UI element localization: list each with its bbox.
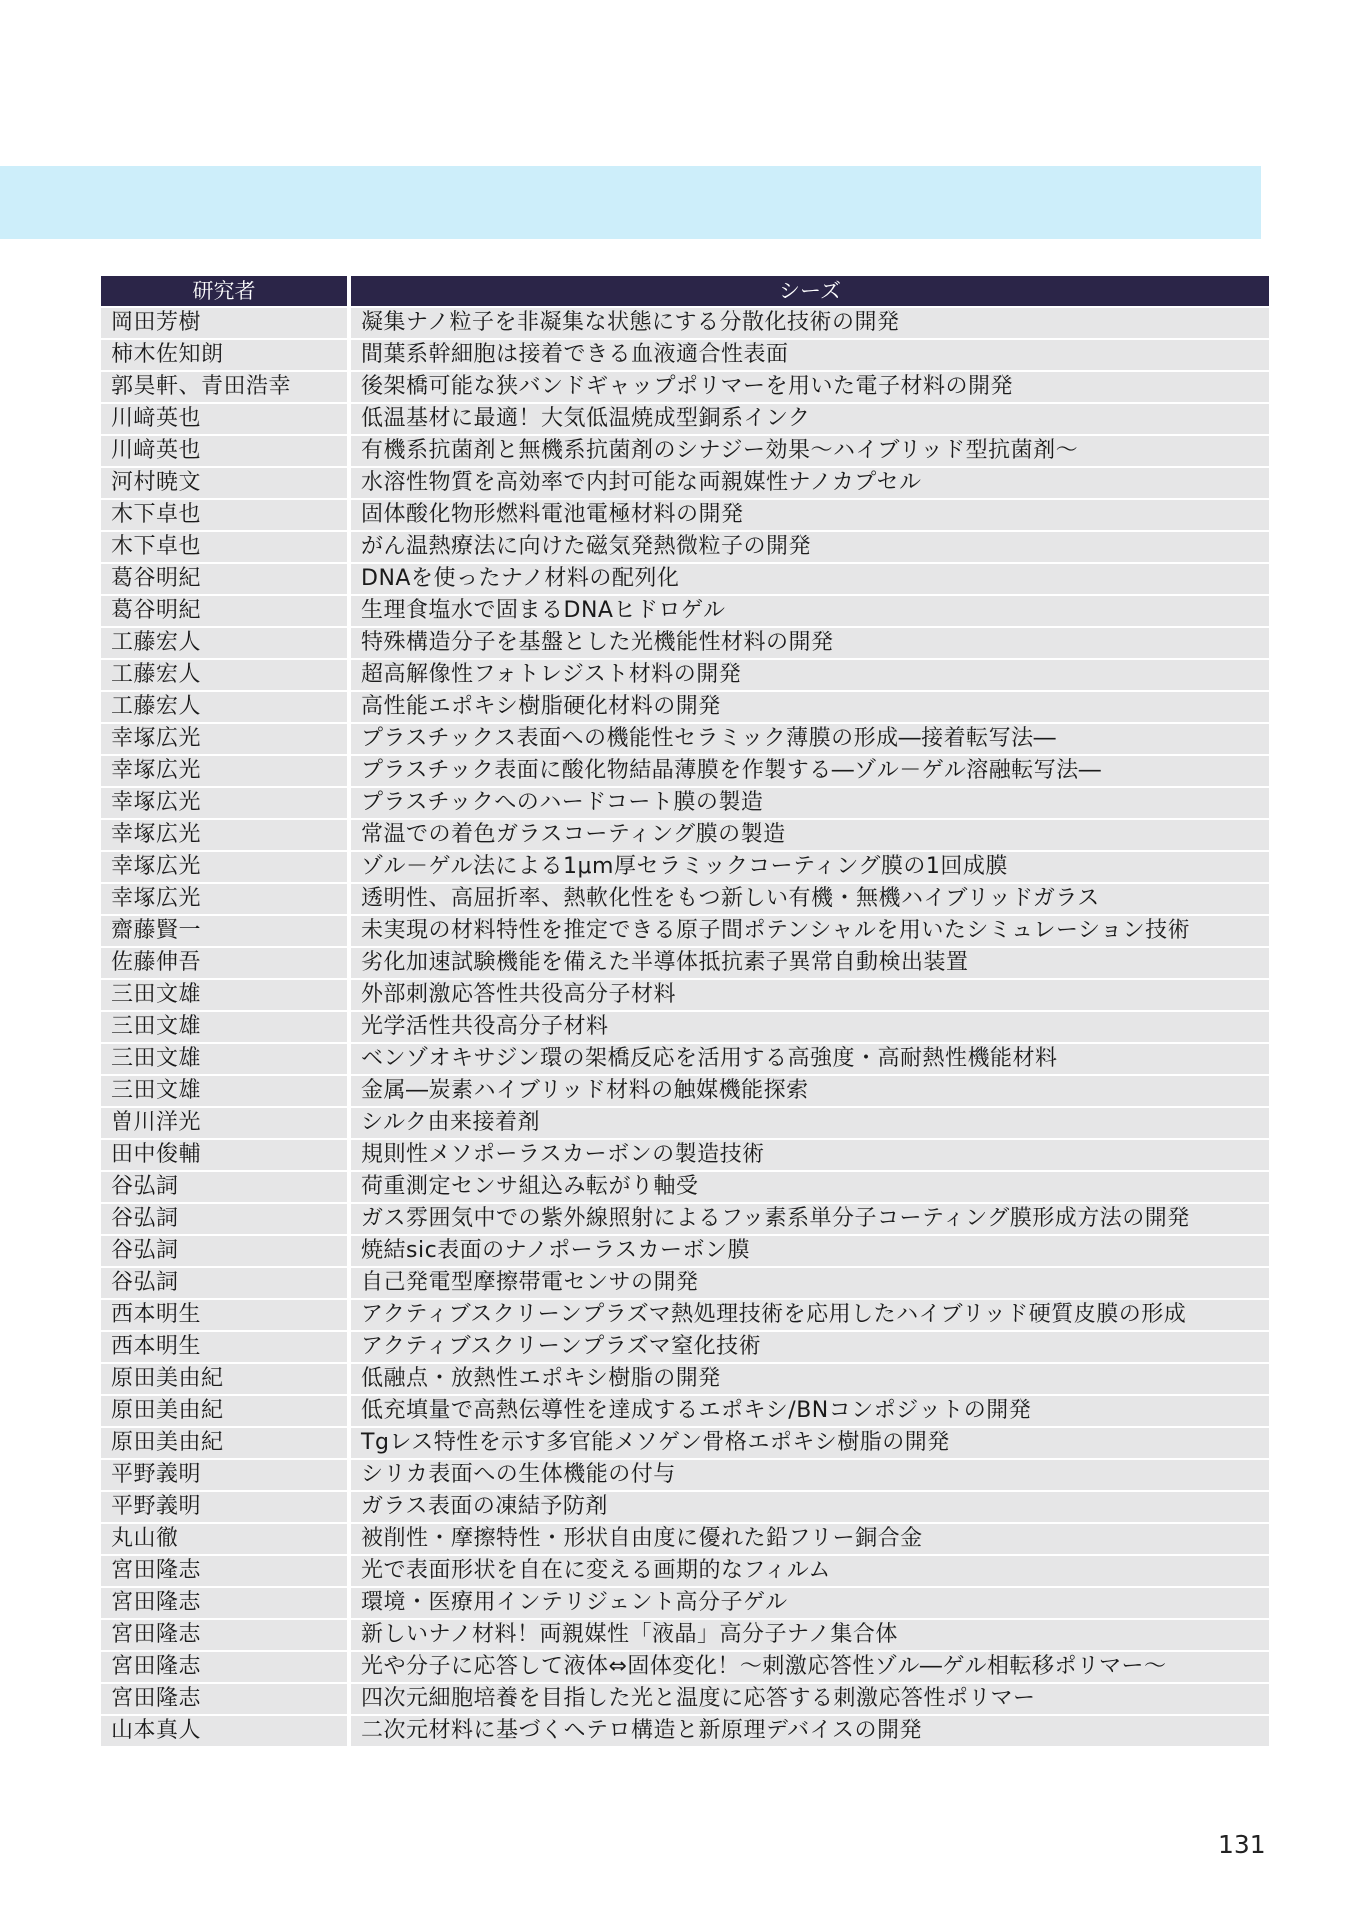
seeds-cell: ガス雰囲気中での紫外線照射によるフッ素系単分子コーティング膜形成方法の開発: [351, 1204, 1269, 1234]
table-row: [101, 532, 1269, 562]
seeds-cell: 水溶性物質を高効率で内封可能な両親媒性ナノカプセル: [351, 468, 1269, 498]
table-body: [101, 308, 1269, 1746]
seeds-cell: 高性能エポキシ樹脂硬化材料の開発: [351, 692, 1269, 722]
table-row: [101, 884, 1269, 914]
table-row: [101, 852, 1269, 882]
table-row: [101, 436, 1269, 466]
table-row: [101, 1684, 1269, 1714]
table-row: [101, 308, 1269, 338]
table-row: [101, 564, 1269, 594]
table-row: [101, 820, 1269, 850]
seeds-cell: 常温での着色ガラスコーティング膜の製造: [351, 820, 1269, 850]
table-row: [101, 1332, 1269, 1362]
table-row: [101, 340, 1269, 370]
table-row: [101, 1556, 1269, 1586]
researcher-cell: 宮田隆志: [101, 1684, 347, 1714]
header-banner: [0, 166, 1261, 239]
researcher-cell: 河村暁文: [101, 468, 347, 498]
seeds-cell: プラスチックへのハードコート膜の製造: [351, 788, 1269, 818]
researcher-cell: 宮田隆志: [101, 1588, 347, 1618]
seeds-cell: Tgレス特性を示す多官能メソゲン骨格エポキシ樹脂の開発: [351, 1428, 1269, 1458]
researcher-cell: 三田文雄: [101, 1076, 347, 1106]
table-row: [101, 1012, 1269, 1042]
researcher-cell: 宮田隆志: [101, 1652, 347, 1682]
researcher-cell: 平野義明: [101, 1492, 347, 1522]
table-row: [101, 1108, 1269, 1138]
researcher-cell: 丸山徹: [101, 1524, 347, 1554]
seeds-cell: 新しいナノ材料！両親媒性「液晶」高分子ナノ集合体: [351, 1620, 1269, 1650]
researcher-cell: 葛谷明紀: [101, 564, 347, 594]
table-row: [101, 1236, 1269, 1266]
seeds-cell: 劣化加速試験機能を備えた半導体抵抗素子異常自動検出装置: [351, 948, 1269, 978]
table-row: [101, 724, 1269, 754]
researcher-cell: 葛谷明紀: [101, 596, 347, 626]
seeds-cell: ゾル－ゲル法による1μm厚セラミックコーティング膜の1回成膜: [351, 852, 1269, 882]
researcher-cell: 谷弘詞: [101, 1204, 347, 1234]
page-number: 131: [1218, 1830, 1266, 1859]
seeds-cell: 環境・医療用インテリジェント高分子ゲル: [351, 1588, 1269, 1618]
researcher-cell: 平野義明: [101, 1460, 347, 1490]
seeds-cell: 荷重測定センサ組込み転がり軸受: [351, 1172, 1269, 1202]
researcher-cell: 郭昊軒、青田浩幸: [101, 372, 347, 402]
table-row: [101, 596, 1269, 626]
seeds-cell: 低融点・放熱性エポキシ樹脂の開発: [351, 1364, 1269, 1394]
table-row: [101, 468, 1269, 498]
seeds-cell: 透明性、高屈折率、熱軟化性をもつ新しい有機・無機ハイブリッドガラス: [351, 884, 1269, 914]
seeds-cell: 光で表面形状を自在に変える画期的なフィルム: [351, 1556, 1269, 1586]
seeds-cell: 凝集ナノ粒子を非凝集な状態にする分散化技術の開発: [351, 308, 1269, 338]
researcher-cell: 川﨑英也: [101, 404, 347, 434]
seeds-cell: 光学活性共役高分子材料: [351, 1012, 1269, 1042]
header-seeds: シーズ: [351, 276, 1269, 306]
table-row: [101, 692, 1269, 722]
researcher-cell: 川﨑英也: [101, 436, 347, 466]
seeds-cell: 固体酸化物形燃料電池電極材料の開発: [351, 500, 1269, 530]
seeds-cell: 有機系抗菌剤と無機系抗菌剤のシナジー効果〜ハイブリッド型抗菌剤〜: [351, 436, 1269, 466]
table-row: [101, 1268, 1269, 1298]
researcher-cell: 工藤宏人: [101, 692, 347, 722]
seeds-cell: 後架橋可能な狭バンドギャップポリマーを用いた電子材料の開発: [351, 372, 1269, 402]
seeds-cell: 規則性メソポーラスカーボンの製造技術: [351, 1140, 1269, 1170]
researcher-cell: 幸塚広光: [101, 884, 347, 914]
researcher-cell: 谷弘詞: [101, 1172, 347, 1202]
seeds-cell: がん温熱療法に向けた磁気発熱微粒子の開発: [351, 532, 1269, 562]
seeds-cell: 未実現の材料特性を推定できる原子間ポテンシャルを用いたシミュレーション技術: [351, 916, 1269, 946]
seeds-table: [101, 276, 1269, 1748]
table-row: [101, 500, 1269, 530]
table-row: [101, 628, 1269, 658]
seeds-cell: 超高解像性フォトレジスト材料の開発: [351, 660, 1269, 690]
researcher-cell: 工藤宏人: [101, 660, 347, 690]
researcher-cell: 木下卓也: [101, 500, 347, 530]
table-row: [101, 404, 1269, 434]
seeds-cell: 自己発電型摩擦帯電センサの開発: [351, 1268, 1269, 1298]
table-row: [101, 1652, 1269, 1682]
researcher-cell: 宮田隆志: [101, 1620, 347, 1650]
researcher-cell: 幸塚広光: [101, 820, 347, 850]
table-row: [101, 1140, 1269, 1170]
researcher-cell: 山本真人: [101, 1716, 347, 1746]
researcher-cell: 西本明生: [101, 1300, 347, 1330]
seeds-cell: 四次元細胞培養を目指した光と温度に応答する刺激応答性ポリマー: [351, 1684, 1269, 1714]
table-row: [101, 372, 1269, 402]
researcher-cell: 谷弘詞: [101, 1268, 347, 1298]
header-researcher: 研究者: [101, 276, 347, 306]
seeds-cell: アクティブスクリーンプラズマ窒化技術: [351, 1332, 1269, 1362]
researcher-cell: 佐藤伸吾: [101, 948, 347, 978]
table-row: [101, 1204, 1269, 1234]
table-row: [101, 1076, 1269, 1106]
seeds-cell: シルク由来接着剤: [351, 1108, 1269, 1138]
table-row: [101, 1524, 1269, 1554]
table-row: [101, 1300, 1269, 1330]
table-row: [101, 1492, 1269, 1522]
researcher-cell: 宮田隆志: [101, 1556, 347, 1586]
table-row: [101, 1460, 1269, 1490]
researcher-cell: 岡田芳樹: [101, 308, 347, 338]
researcher-cell: 原田美由紀: [101, 1396, 347, 1426]
seeds-cell: 低温基材に最適！大気低温焼成型銅系インク: [351, 404, 1269, 434]
researcher-cell: 三田文雄: [101, 1012, 347, 1042]
table-row: [101, 1364, 1269, 1394]
table-row: [101, 980, 1269, 1010]
table-header: [101, 276, 1269, 306]
seeds-cell: 低充填量で高熱伝導性を達成するエポキシ/BNコンポジットの開発: [351, 1396, 1269, 1426]
researcher-cell: 幸塚広光: [101, 788, 347, 818]
researcher-cell: 三田文雄: [101, 1044, 347, 1074]
seeds-cell: シリカ表面への生体機能の付与: [351, 1460, 1269, 1490]
seeds-cell: 光や分子に応答して液体⇔固体変化！〜刺激応答性ゾル―ゲル相転移ポリマー〜: [351, 1652, 1269, 1682]
researcher-cell: 幸塚広光: [101, 724, 347, 754]
seeds-cell: プラスチックス表面への機能性セラミック薄膜の形成―接着転写法―: [351, 724, 1269, 754]
seeds-cell: ガラス表面の凍結予防剤: [351, 1492, 1269, 1522]
researcher-cell: 幸塚広光: [101, 756, 347, 786]
table-row: [101, 1396, 1269, 1426]
researcher-cell: 木下卓也: [101, 532, 347, 562]
researcher-cell: 工藤宏人: [101, 628, 347, 658]
seeds-cell: 間葉系幹細胞は接着できる血液適合性表面: [351, 340, 1269, 370]
table-row: [101, 1588, 1269, 1618]
researcher-cell: 谷弘詞: [101, 1236, 347, 1266]
seeds-cell: 被削性・摩擦特性・形状自由度に優れた鉛フリー銅合金: [351, 1524, 1269, 1554]
table-row: [101, 1044, 1269, 1074]
table-row: [101, 788, 1269, 818]
researcher-cell: 三田文雄: [101, 980, 347, 1010]
table-row: [101, 1172, 1269, 1202]
seeds-cell: DNAを使ったナノ材料の配列化: [351, 564, 1269, 594]
table-row: [101, 1716, 1269, 1746]
table-row: [101, 1428, 1269, 1458]
researcher-cell: 幸塚広光: [101, 852, 347, 882]
seeds-cell: 生理食塩水で固まるDNAヒドロゲル: [351, 596, 1269, 626]
researcher-cell: 柿木佐知朗: [101, 340, 347, 370]
seeds-cell: 金属―炭素ハイブリッド材料の触媒機能探索: [351, 1076, 1269, 1106]
researcher-cell: 曽川洋光: [101, 1108, 347, 1138]
researcher-cell: 原田美由紀: [101, 1428, 347, 1458]
table-row: [101, 1620, 1269, 1650]
table-row: [101, 660, 1269, 690]
seeds-cell: アクティブスクリーンプラズマ熱処理技術を応用したハイブリッド硬質皮膜の形成: [351, 1300, 1269, 1330]
seeds-cell: ベンゾオキサジン環の架橋反応を活用する高強度・高耐熱性機能材料: [351, 1044, 1269, 1074]
seeds-cell: 特殊構造分子を基盤とした光機能性材料の開発: [351, 628, 1269, 658]
researcher-cell: 田中俊輔: [101, 1140, 347, 1170]
seeds-cell: 焼結sic表面のナノポーラスカーボン膜: [351, 1236, 1269, 1266]
table-row: [101, 948, 1269, 978]
researcher-cell: 原田美由紀: [101, 1364, 347, 1394]
researcher-cell: 西本明生: [101, 1332, 347, 1362]
table-row: [101, 916, 1269, 946]
researcher-cell: 齋藤賢一: [101, 916, 347, 946]
seeds-cell: 二次元材料に基づくヘテロ構造と新原理デバイスの開発: [351, 1716, 1269, 1746]
seeds-cell: プラスチック表面に酸化物結晶薄膜を作製する―ゾル－ゲル溶融転写法―: [351, 756, 1269, 786]
seeds-cell: 外部刺激応答性共役高分子材料: [351, 980, 1269, 1010]
table-row: [101, 756, 1269, 786]
